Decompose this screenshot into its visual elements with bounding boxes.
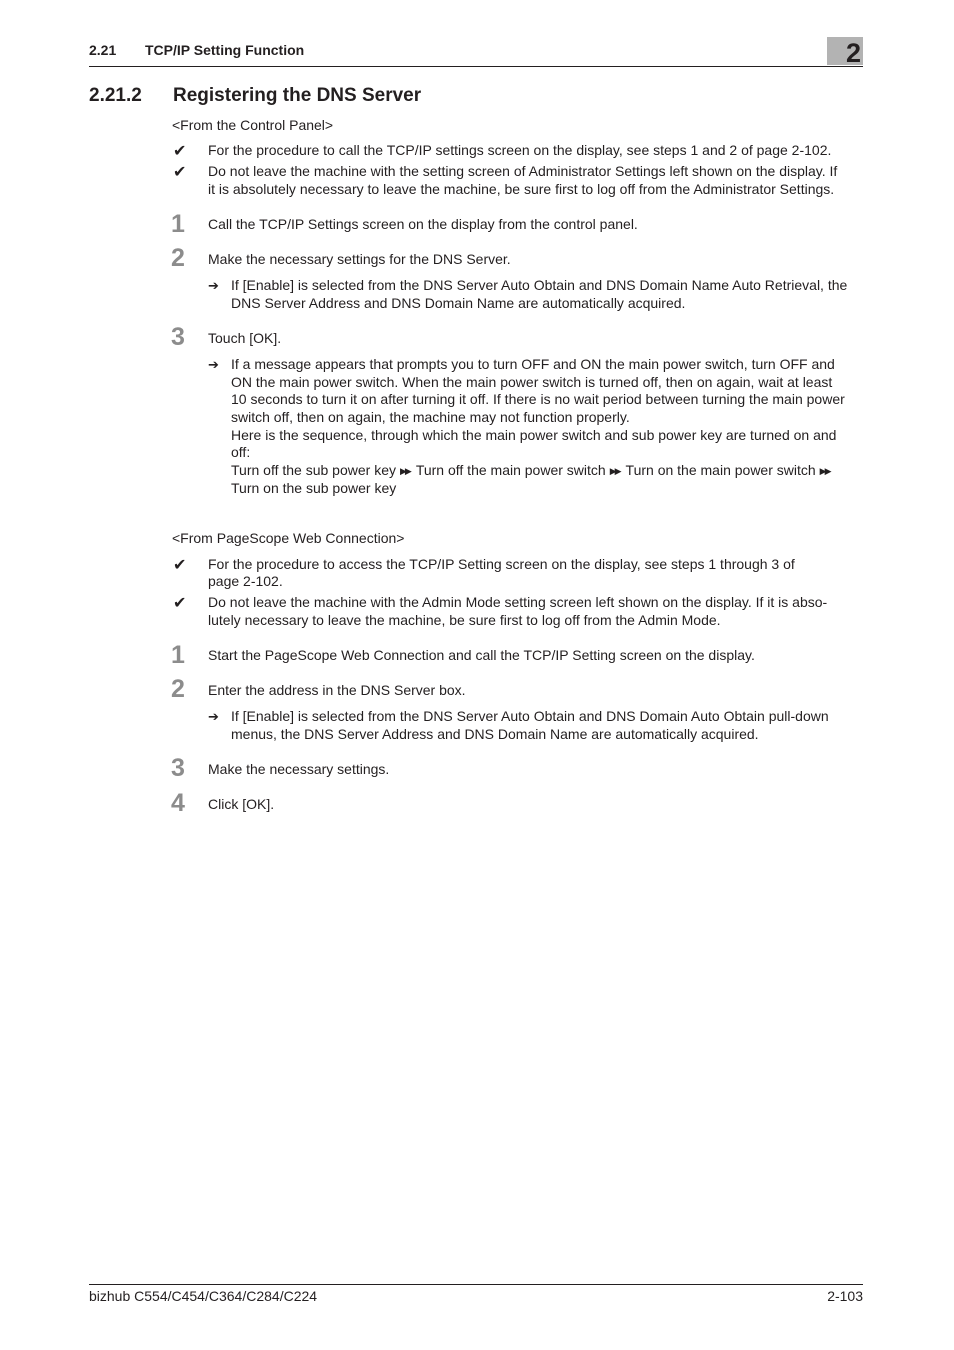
- fast-forward-icon: ▶▶: [609, 466, 620, 476]
- step-note: ON the main power switch. When the main power switch is turned off, then on again, wait at least: [231, 374, 833, 390]
- step-text: Make the necessary settings.: [208, 761, 390, 777]
- sequence-item: Turn off the sub power key: [231, 462, 396, 478]
- step-note: menus, the DNS Server Address and DNS Domain Name are automatically acquired.: [231, 726, 759, 742]
- page-header: [89, 40, 863, 67]
- arrow-icon: ➔: [208, 709, 219, 724]
- step-note: DNS Server Address and DNS Domain Name are automatically acquired.: [231, 295, 686, 311]
- prerequisite-text: lutely necessary to leave the machine, be sure first to log off from the Admin Mode.: [208, 612, 721, 628]
- check-icon: ✔: [173, 595, 187, 612]
- step-note: off:: [231, 444, 251, 460]
- prerequisite-text: For the procedure to call the TCP/IP settings screen on the display, see steps 1 and 2 of page 2-102.: [208, 142, 832, 158]
- step-text: Touch [OK].: [208, 330, 282, 346]
- step-note: If [Enable] is selected from the DNS Server Auto Obtain and DNS Domain Auto Obtain pull-down: [231, 708, 829, 724]
- arrow-icon: ➔: [208, 357, 219, 372]
- arrow-icon: ➔: [208, 278, 219, 293]
- footer-model: bizhub C554/C454/C364/C284/C224: [89, 1288, 318, 1304]
- step-text: Start the PageScope Web Connection and call the TCP/IP Setting screen on the display.: [208, 647, 755, 663]
- prerequisite-text: Do not leave the machine with the setting screen of Administrator Settings left shown on the display. If: [208, 163, 838, 179]
- step-number: 2: [171, 244, 185, 272]
- check-icon: ✔: [173, 164, 187, 181]
- step-text: Call the TCP/IP Settings screen on the display from the control panel.: [208, 216, 638, 232]
- check-icon: ✔: [173, 557, 187, 574]
- header-section-number: 2.21: [89, 42, 117, 58]
- step-number: 1: [171, 641, 185, 669]
- step-text: Enter the address in the DNS Server box.: [208, 682, 466, 698]
- step-number: 4: [171, 789, 185, 817]
- header-section-title: TCP/IP Setting Function: [145, 42, 305, 58]
- page-footer: [89, 1284, 863, 1304]
- step-note: If [Enable] is selected from the DNS Server Auto Obtain and DNS Domain Name Auto Retrieval, the: [231, 277, 848, 293]
- prerequisite-text: Do not leave the machine with the Admin Mode setting screen left shown on the display. If it is abso-: [208, 594, 828, 610]
- section-heading: [89, 85, 421, 107]
- fast-forward-icon: ▶▶: [819, 466, 830, 476]
- footer-page-number: 2-103: [827, 1288, 863, 1304]
- prerequisite-text: it is absolutely necessary to leave the machine, be sure first to log off from the Administrator Settings.: [208, 181, 835, 197]
- sequence-item: Turn on the main power switch: [625, 462, 816, 478]
- heading-number: 2.21.2: [89, 85, 142, 106]
- step-number: 3: [171, 754, 185, 782]
- step-note: switch off, then on again, the machine may not function properly.: [231, 409, 630, 425]
- step-note: If a message appears that prompts you to turn OFF and ON the main power switch, turn OFF and: [231, 356, 835, 372]
- check-icon: ✔: [173, 143, 187, 160]
- sequence-item: Turn off the main power switch: [415, 462, 606, 478]
- chapter-tab: 2: [827, 37, 863, 65]
- web-connection-label: <From PageScope Web Connection>: [172, 530, 405, 546]
- step-number: 1: [171, 210, 185, 238]
- step-note: Here is the sequence, through which the main power switch and sub power key are turned on and: [231, 427, 837, 443]
- prerequisite-text: For the procedure to access the TCP/IP Setting screen on the display, see steps 1 through 3 of: [208, 556, 795, 572]
- step-text: Make the necessary settings for the DNS Server.: [208, 251, 511, 267]
- step-note: 10 seconds to turn it on after turning it off. If there is no wait period between turning the main power: [231, 391, 845, 407]
- power-sequence: [231, 462, 836, 482]
- heading-title: Registering the DNS Server: [173, 85, 422, 106]
- step-number: 3: [171, 323, 185, 351]
- sequence-item: Turn on the sub power key: [231, 480, 397, 496]
- step-number: 2: [171, 675, 185, 703]
- step-text: Click [OK].: [208, 796, 275, 812]
- fast-forward-icon: ▶▶: [399, 466, 410, 476]
- control-panel-label: <From the Control Panel>: [172, 117, 334, 133]
- prerequisite-text: page 2-102.: [208, 573, 283, 589]
